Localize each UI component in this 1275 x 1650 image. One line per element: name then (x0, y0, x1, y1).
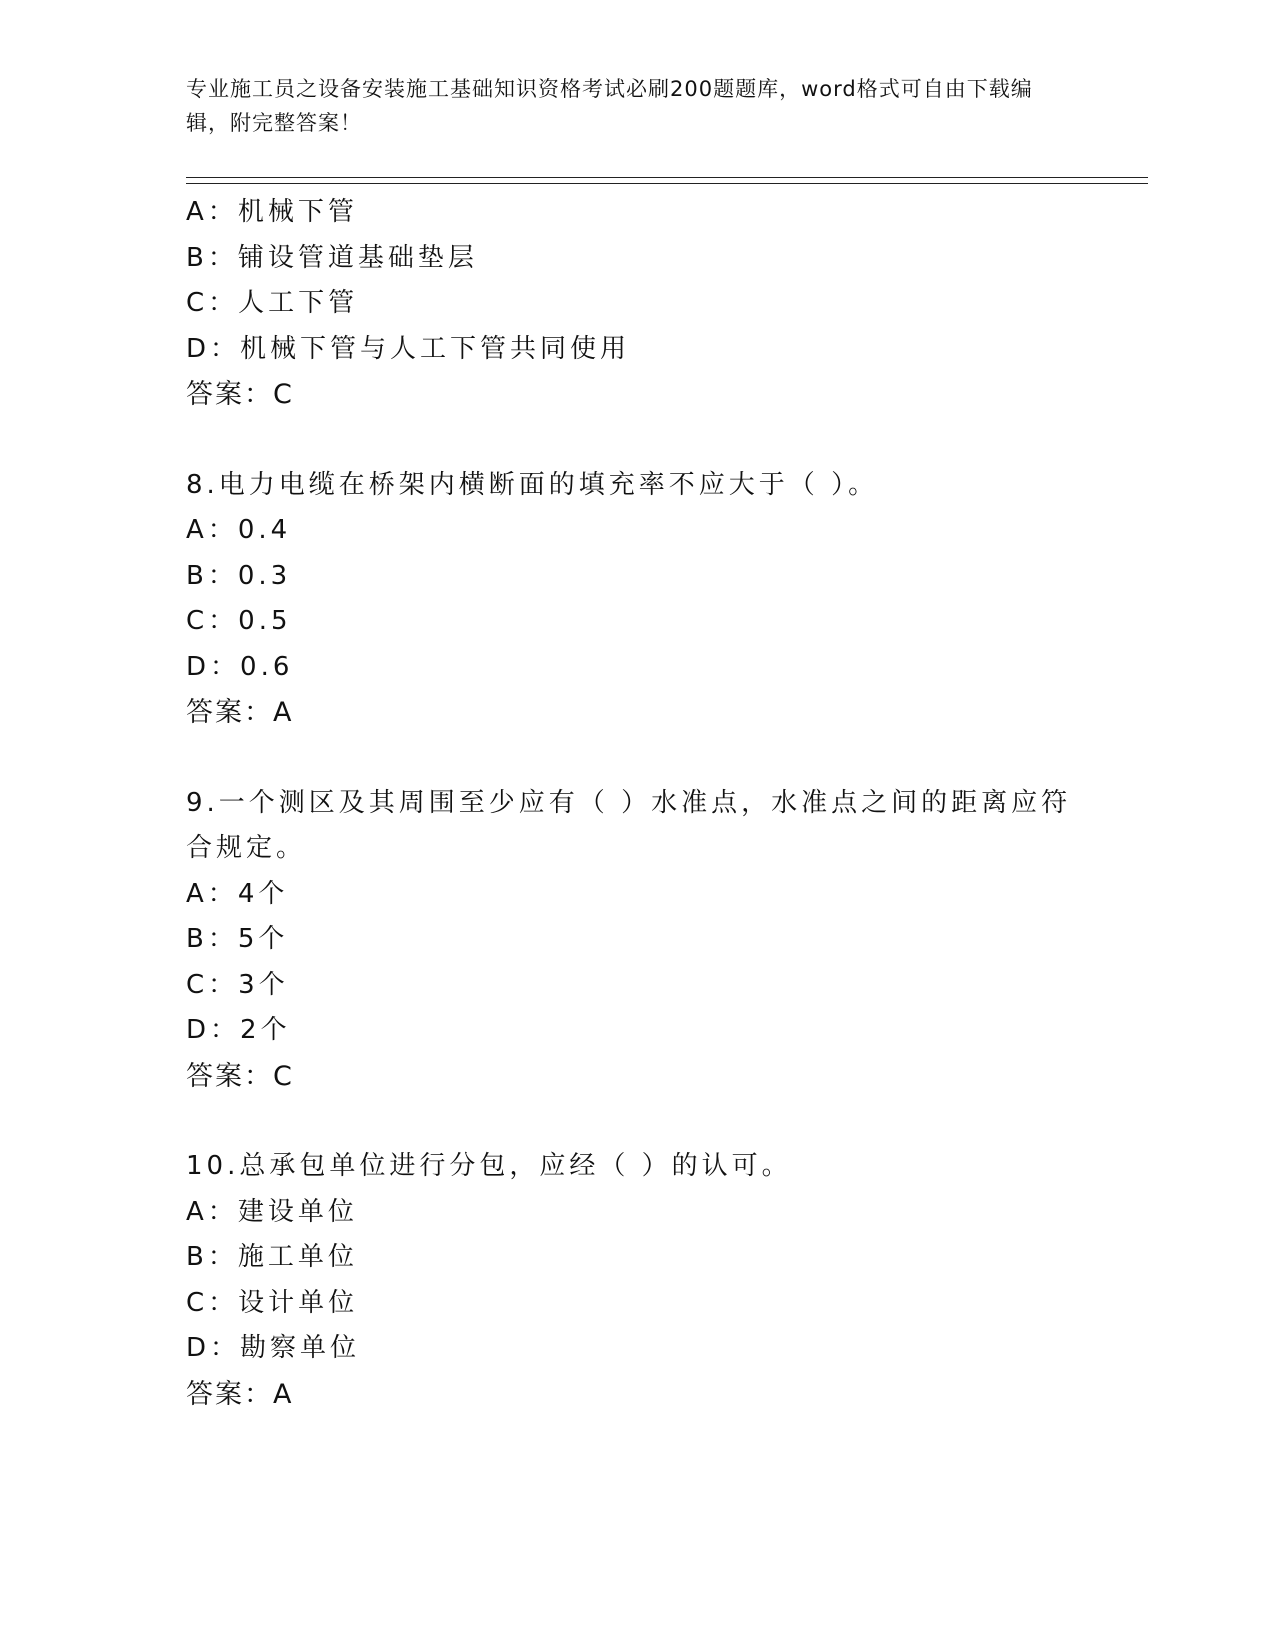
option-b: B：0.3 (186, 560, 292, 591)
option-d: D：勘察单位 (186, 1333, 361, 1363)
question-block-partial (186, 190, 1086, 418)
document-header: 专业施工员之设备安装施工基础知识资格考试必刷200题题库，word格式可自由下载编辑，附完整答案！ (186, 77, 1033, 135)
option-b: B：施工单位 (186, 1242, 358, 1272)
spacer (186, 418, 1086, 463)
question-block-9 (186, 781, 1086, 1100)
spacer (186, 736, 1086, 781)
question-title: 9.一个测区及其周围至少应有（ ）水准点，水准点之间的距离应符合规定。 (186, 787, 1072, 863)
question-title: 8.电力电缆在桥架内横断面的填充率不应大于（ ）。 (186, 469, 879, 500)
question-block-8 (186, 463, 1086, 736)
option-c: C：3个 (186, 969, 289, 1000)
option-d: D：2个 (186, 1015, 291, 1045)
option-d: D：机械下管与人工下管共同使用 (186, 333, 631, 364)
header-divider-top (186, 177, 1148, 178)
option-a: A：建设单位 (186, 1196, 358, 1227)
option-a: A：0.4 (186, 515, 292, 545)
question-title: 10.总承包单位进行分包，应经（ ）的认可。 (186, 1151, 792, 1181)
option-b: B：5个 (186, 924, 289, 954)
option-c: C：0.5 (186, 606, 292, 636)
answer-line: 答案：A (186, 1378, 294, 1410)
question-list (186, 190, 1086, 1417)
answer-line: 答案：C (186, 1060, 294, 1092)
answer-line: 答案：A (186, 697, 294, 728)
option-c: C：人工下管 (186, 288, 359, 318)
spacer (186, 1099, 1086, 1144)
option-c: C：设计单位 (186, 1287, 359, 1318)
question-block-10 (186, 1144, 1086, 1417)
option-b: B：铺设管道基础垫层 (186, 242, 478, 273)
answer-line: 答案：C (186, 379, 294, 410)
header-divider-bottom (186, 183, 1148, 184)
option-d: D：0.6 (186, 651, 294, 682)
option-a: A：4个 (186, 878, 289, 909)
option-a: A：机械下管 (186, 197, 358, 227)
